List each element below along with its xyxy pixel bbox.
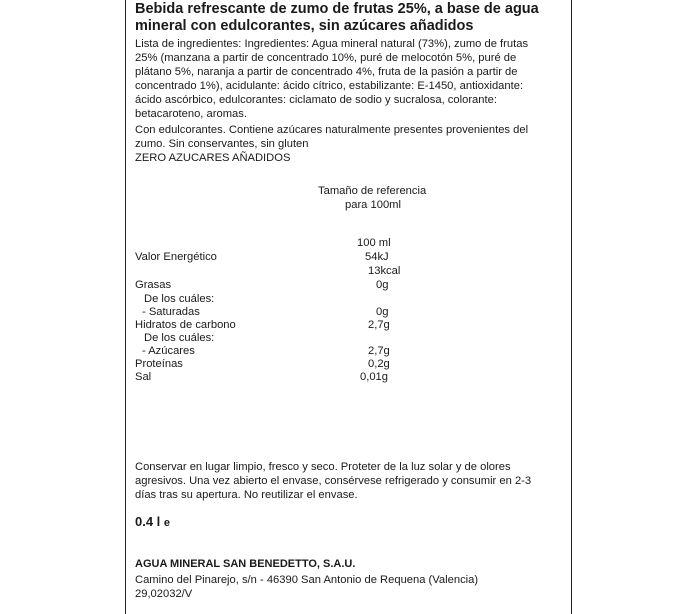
nutrition-row-value: 0,01g bbox=[360, 371, 388, 383]
nutrition-row-value: 54kJ bbox=[365, 251, 389, 263]
company-name: AGUA MINERAL SAN BENEDETTO, S.A.U. bbox=[135, 558, 356, 570]
nutrition-row-value: 0g bbox=[376, 279, 389, 291]
claims-line: Con edulcorantes. Contiene azúcares naturalmente presentes provenientes del bbox=[135, 124, 529, 136]
net-quantity-value: 0.4 l bbox=[135, 514, 161, 529]
nutrition-row-value: 0g bbox=[376, 306, 389, 318]
zero-sugar-claim: ZERO AZUCARES AÑADIDOS bbox=[135, 152, 291, 164]
estimated-sign-icon: e bbox=[163, 517, 171, 529]
sanitary-registry: 29,02032/V bbox=[135, 588, 193, 600]
nutrition-column-header: 100 ml bbox=[357, 237, 391, 249]
storage-line: agresivos. Una vez abierto el envase, consérvese refrigerado y consumir en 2-3 bbox=[135, 475, 532, 487]
nutrition-row-label: - Saturadas bbox=[142, 306, 200, 318]
nutrition-row-value: 2,7g bbox=[368, 345, 390, 357]
reference-size-unit: para 100ml bbox=[345, 199, 401, 211]
nutrition-row-value: 13kcal bbox=[368, 265, 401, 277]
ingredients-line: plátano 5%, naranja a partir de concentrado 4%, fruta de la pasión a partir de bbox=[135, 66, 518, 78]
storage-line: días tras su apertura. No reutilizar el envase. bbox=[135, 489, 358, 501]
nutrition-row-value: 2,7g bbox=[368, 319, 390, 331]
nutrition-row-label: Valor Energético bbox=[135, 251, 217, 263]
nutrition-row-label: Grasas bbox=[135, 279, 172, 291]
ingredients-line: 25% (manzana a partir de concentrado 10%, puré de melocotón 5%, puré de bbox=[135, 52, 517, 64]
net-quantity bbox=[135, 514, 170, 529]
storage-line: Conservar en lugar limpio, fresco y seco. Proteter de la luz solar y de olores bbox=[135, 461, 511, 473]
company-address: Camino del Pinarejo, s/n - 46390 San Antonio de Requena (Valencia) bbox=[135, 574, 479, 586]
claims-line: zumo. Sin conservantes, sin gluten bbox=[135, 138, 309, 150]
ingredients-line: concentrado 1%), acidulante: ácido cítrico, estabilizante: E-1450, antioxidante: bbox=[135, 80, 524, 92]
nutrition-row-label: Hidratos de carbono bbox=[135, 319, 236, 331]
nutrition-row-label: Proteínas bbox=[135, 358, 183, 370]
nutrition-row-value: 0,2g bbox=[368, 358, 390, 370]
nutrition-row-label: - Azúcares bbox=[142, 345, 195, 357]
reference-size-label: Tamaño de referencia bbox=[318, 185, 427, 197]
product-title-line-2: mineral con edulcorantes, sin azúcares añadidos bbox=[135, 18, 474, 34]
ingredients-line: ácido ascórbico, edulcorantes: ciclamato de sodio y sucralosa, colorante: bbox=[135, 94, 497, 106]
ingredients-line: Lista de ingredientes: Ingredientes: Agua mineral natural (73%), zumo de frutas bbox=[135, 38, 529, 50]
product-title-line-1: Bebida refrescante de zumo de frutas 25%, a base de agua bbox=[135, 1, 539, 17]
nutrition-row-label: Sal bbox=[135, 371, 152, 383]
ingredients-line: betacaroteno, aromas. bbox=[135, 108, 247, 120]
nutrition-row-label: De los cuáles: bbox=[144, 293, 215, 305]
nutrition-row-label: De los cuáles: bbox=[144, 332, 215, 344]
